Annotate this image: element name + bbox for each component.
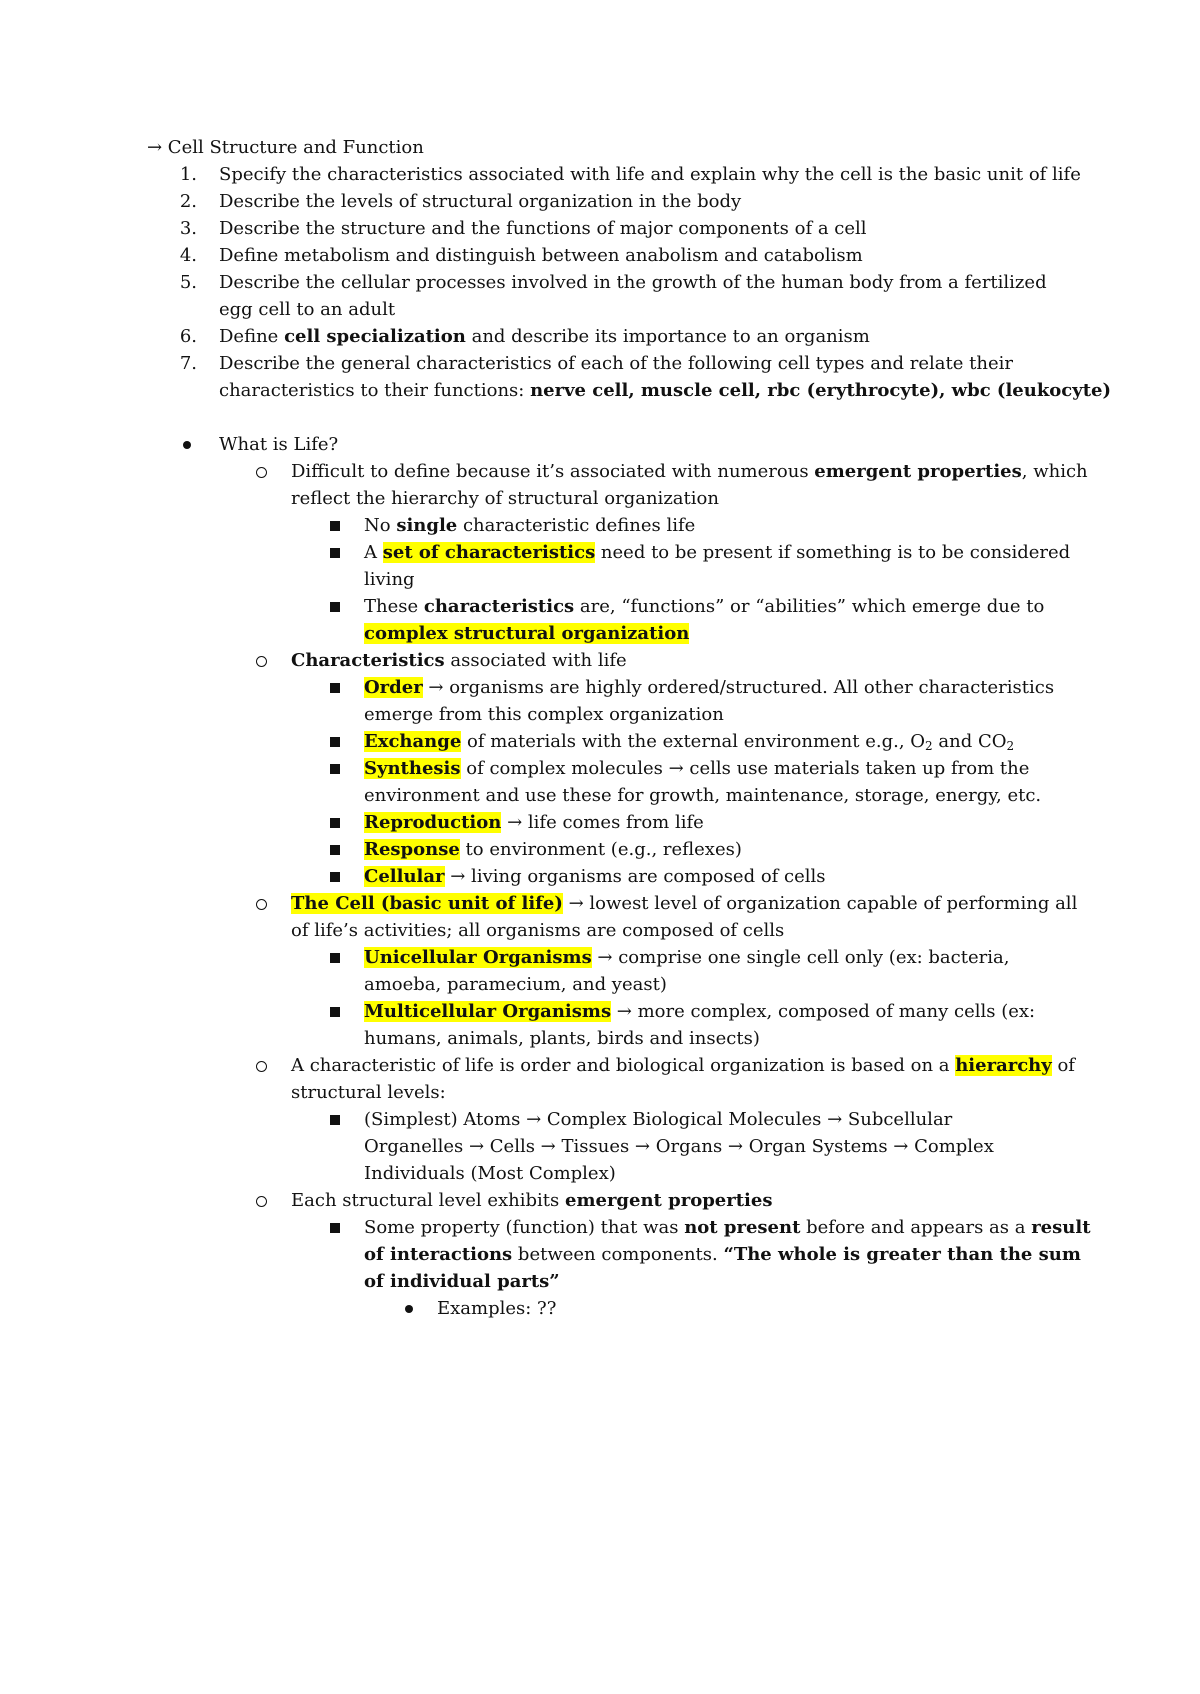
objective-text: Describe the cellular processes involved in the growth of the human body from a fertilized [219, 272, 1047, 293]
list-number: 4. [179, 245, 197, 266]
text-continued: emerge from this complex organization [364, 704, 724, 725]
circle-bullet-icon [256, 656, 267, 667]
square-bullet-icon [330, 521, 340, 531]
list-number: 3. [179, 218, 197, 239]
objective-text-continued: egg cell to an adult [219, 299, 396, 320]
text-continued: of life’s activities; all organisms are composed of cells [291, 920, 785, 941]
square-bullet-icon [330, 818, 340, 828]
topic-title: What is Life? [219, 434, 339, 455]
document-page: → Cell Structure and Function 1. Specify the characteristics associated with life and explain why the cell is the basic unit of life 2. Describe the levels of structural organization in the body 3. Describe the structure and the functions of major components of a cell 4. Define metabolism and distinguish between anabolism and catabolism 5. Describe the cellular processes involved in the growth of the human body from a fertilized egg cell to an adult 6. Define cell specialization and describe its importance to an organism 7. Describe the general characteristics of each of the following cell types and relate their characteristics to their functions: nerve cell, muscle cell, rbc (erythrocyte), wbc (leukocyte) What is Life? Difficult to define because it’s associated with numerous emergent properties, which reflect the hierarchy of structural organization No single characteristic defines life A set of characteristics need to be present if something is to be considered living These characteristics are, “functions” or “abilities” which emerge due to complex structural organization Characteristics associated with life Order → organisms are highly ordered/structured. All other characteristics emerge from this complex organization Exchange of materials with the external environment e.g., $O_2$ and $CO_2$ Synthesis of complex molecules → cells use materials taken up from the environment and use these for growth, maintenance, storage, energy, etc. Reproduction → life comes from life Response to environment (e.g., reflexes) Cellular → living organisms are composed of cells The Cell (basic unit of life) → lowest level of organization capable of performing all of life’s activities; all organisms are composed of cells Unicellular Organisms → comprise one single cell only (ex: bacteria, amoeba, paramecium, and yeast) Multicellular Organisms → more complex, composed of many cells (ex: humans, animals, plants, birds and insects) A characteristic of life is order and biological organization is based on a hierarchy of structural levels: (Simplest) Atoms → Complex Biological Molecules → Subcellular Organelles → Cells → Tissues → Organs → Organ Systems → Complex Individuals (Most Complex) Each structural level exhibits emergent properties Some property (function) that was not present before and appears as a result of interactions between components. “The whole is greater than the sum of individual parts” Examples: ?? [147, 137, 1112, 1319]
bullet-dot-icon [405, 1305, 413, 1313]
objective-text: Specify the characteristics associated with life and explain why the cell is the basic unit of life [219, 164, 1081, 185]
square-bullet-icon [330, 872, 340, 882]
objective-text-continued: characteristics to their functions: nerve cell, muscle cell, rbc (erythrocyte), wbc (leukocyte) [219, 380, 1112, 401]
square-bullet-icon [330, 602, 340, 612]
text-continued: environment and use these for growth, maintenance, storage, energy, etc. [364, 785, 1042, 806]
text-continued: of individual parts” [364, 1271, 560, 1292]
list-number: 2. [179, 191, 197, 212]
bullet-dot-icon [183, 441, 191, 449]
list-number: 7. [179, 353, 197, 374]
text-continued: complex structural organization [364, 623, 690, 644]
square-bullet-icon [330, 1223, 340, 1233]
square-bullet-icon [330, 548, 340, 558]
objective-text: Describe the structure and the functions of major components of a cell [219, 218, 867, 239]
list-number: 5. [179, 272, 197, 293]
objective-text: Define metabolism and distinguish between anabolism and catabolism [219, 245, 863, 266]
circle-bullet-icon [256, 467, 267, 478]
square-bullet-icon [330, 845, 340, 855]
text-continued: structural levels: [291, 1082, 446, 1103]
text-continued: humans, animals, plants, birds and insects) [364, 1028, 760, 1049]
square-bullet-icon [330, 1007, 340, 1017]
text-continued: Organelles → Cells → Tissues → Organs → Organ Systems → Complex [364, 1136, 994, 1157]
circle-bullet-icon [256, 1061, 267, 1072]
square-bullet-icon [330, 764, 340, 774]
objective-text: Describe the general characteristics of each of the following cell types and relate their [219, 353, 1013, 374]
text-continued: of interactions between components. “The whole is greater than the sum [364, 1244, 1081, 1265]
section-heading: → Cell Structure and Function [147, 137, 424, 158]
text-continued: amoeba, paramecium, and yeast) [364, 974, 667, 995]
square-bullet-icon [330, 953, 340, 963]
text-continued: living [364, 569, 415, 590]
text-continued: reflect the hierarchy of structural organization [291, 488, 719, 509]
circle-bullet-icon [256, 1196, 267, 1207]
square-bullet-icon [330, 737, 340, 747]
list-number: 1. [179, 164, 197, 185]
square-bullet-icon [330, 683, 340, 693]
circle-bullet-icon [256, 899, 267, 910]
square-bullet-icon [330, 1115, 340, 1125]
objective-text: Describe the levels of structural organization in the body [219, 191, 742, 212]
objective-text: Define cell specialization and describe its importance to an organism [219, 326, 870, 347]
list-number: 6. [179, 326, 197, 347]
text-continued: Individuals (Most Complex) [364, 1163, 616, 1184]
